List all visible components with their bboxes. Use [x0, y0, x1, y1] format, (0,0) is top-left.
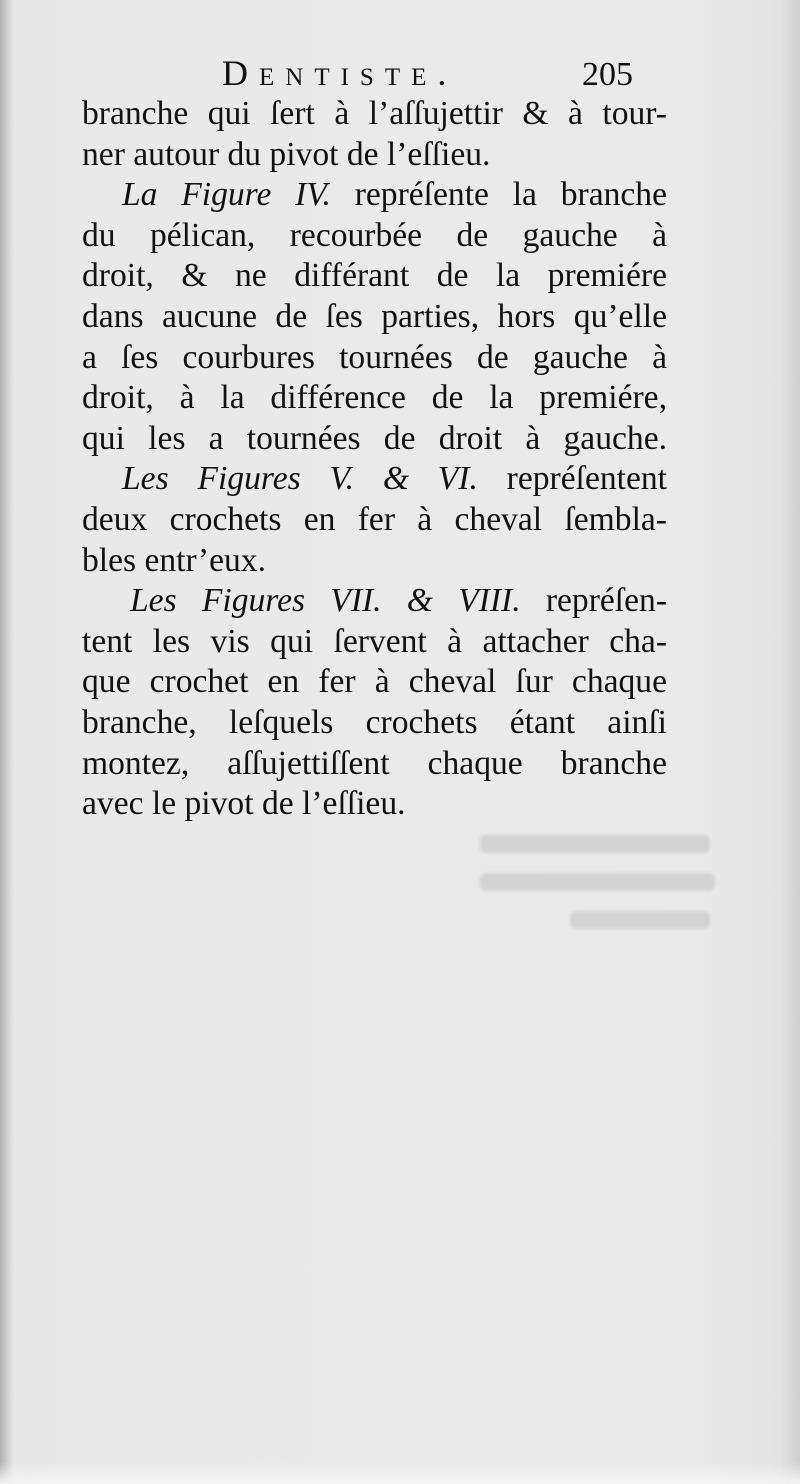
text-line: La Figure IV. repréſente la branche	[122, 176, 667, 214]
page-number: 205	[582, 56, 633, 93]
text-line: branche qui ſert à l’aſſujettir & à tour-	[82, 95, 667, 132]
text-line: montez, aſſujettiſſent chaque branche	[82, 744, 667, 782]
text-line: du pélican, recourbée de gauche à	[82, 216, 667, 254]
text-line: qui les a tournées de droit à gauche.	[82, 419, 667, 457]
text-line: droit, à la différence de la premiére,	[82, 379, 667, 417]
text-line: ner autour du pivot de l’eſſieu.	[82, 135, 491, 173]
text-line: droit, & ne différant de la premiére	[82, 257, 667, 295]
running-title: Dentiste.	[222, 53, 458, 93]
text-line: tent les vis qui ſervent à attacher cha-	[82, 622, 667, 660]
text-line: a ſes courbures tournées de gauche à	[82, 338, 667, 376]
text-line: Les Figures V. & VI. repréſentent	[122, 460, 667, 498]
text-line: bles entr’eux.	[82, 541, 266, 579]
text-line: deux crochets en fer à cheval ſembla-	[82, 500, 667, 538]
text-line: Les Figures VII. & VIII. repréſen-	[130, 582, 667, 620]
text-line: que crochet en fer à cheval ſur chaque	[82, 663, 667, 701]
page-bottom-edge	[0, 1462, 800, 1484]
text-line: avec le pivot de l’eſſieu.	[82, 785, 406, 823]
text-line: dans aucune de ſes parties, hors qu’elle	[82, 297, 667, 335]
text-line: branche, leſquels crochets étant ainſi	[82, 703, 667, 741]
page-left-shadow	[0, 0, 14, 1484]
body-text	[82, 94, 667, 825]
figure-reference: Les Figures V. & VI.	[122, 460, 478, 498]
bleed-through-ink	[480, 835, 720, 965]
figure-reference: Les Figures VII. & VIII.	[130, 582, 521, 620]
figure-reference: La Figure IV.	[122, 176, 331, 214]
